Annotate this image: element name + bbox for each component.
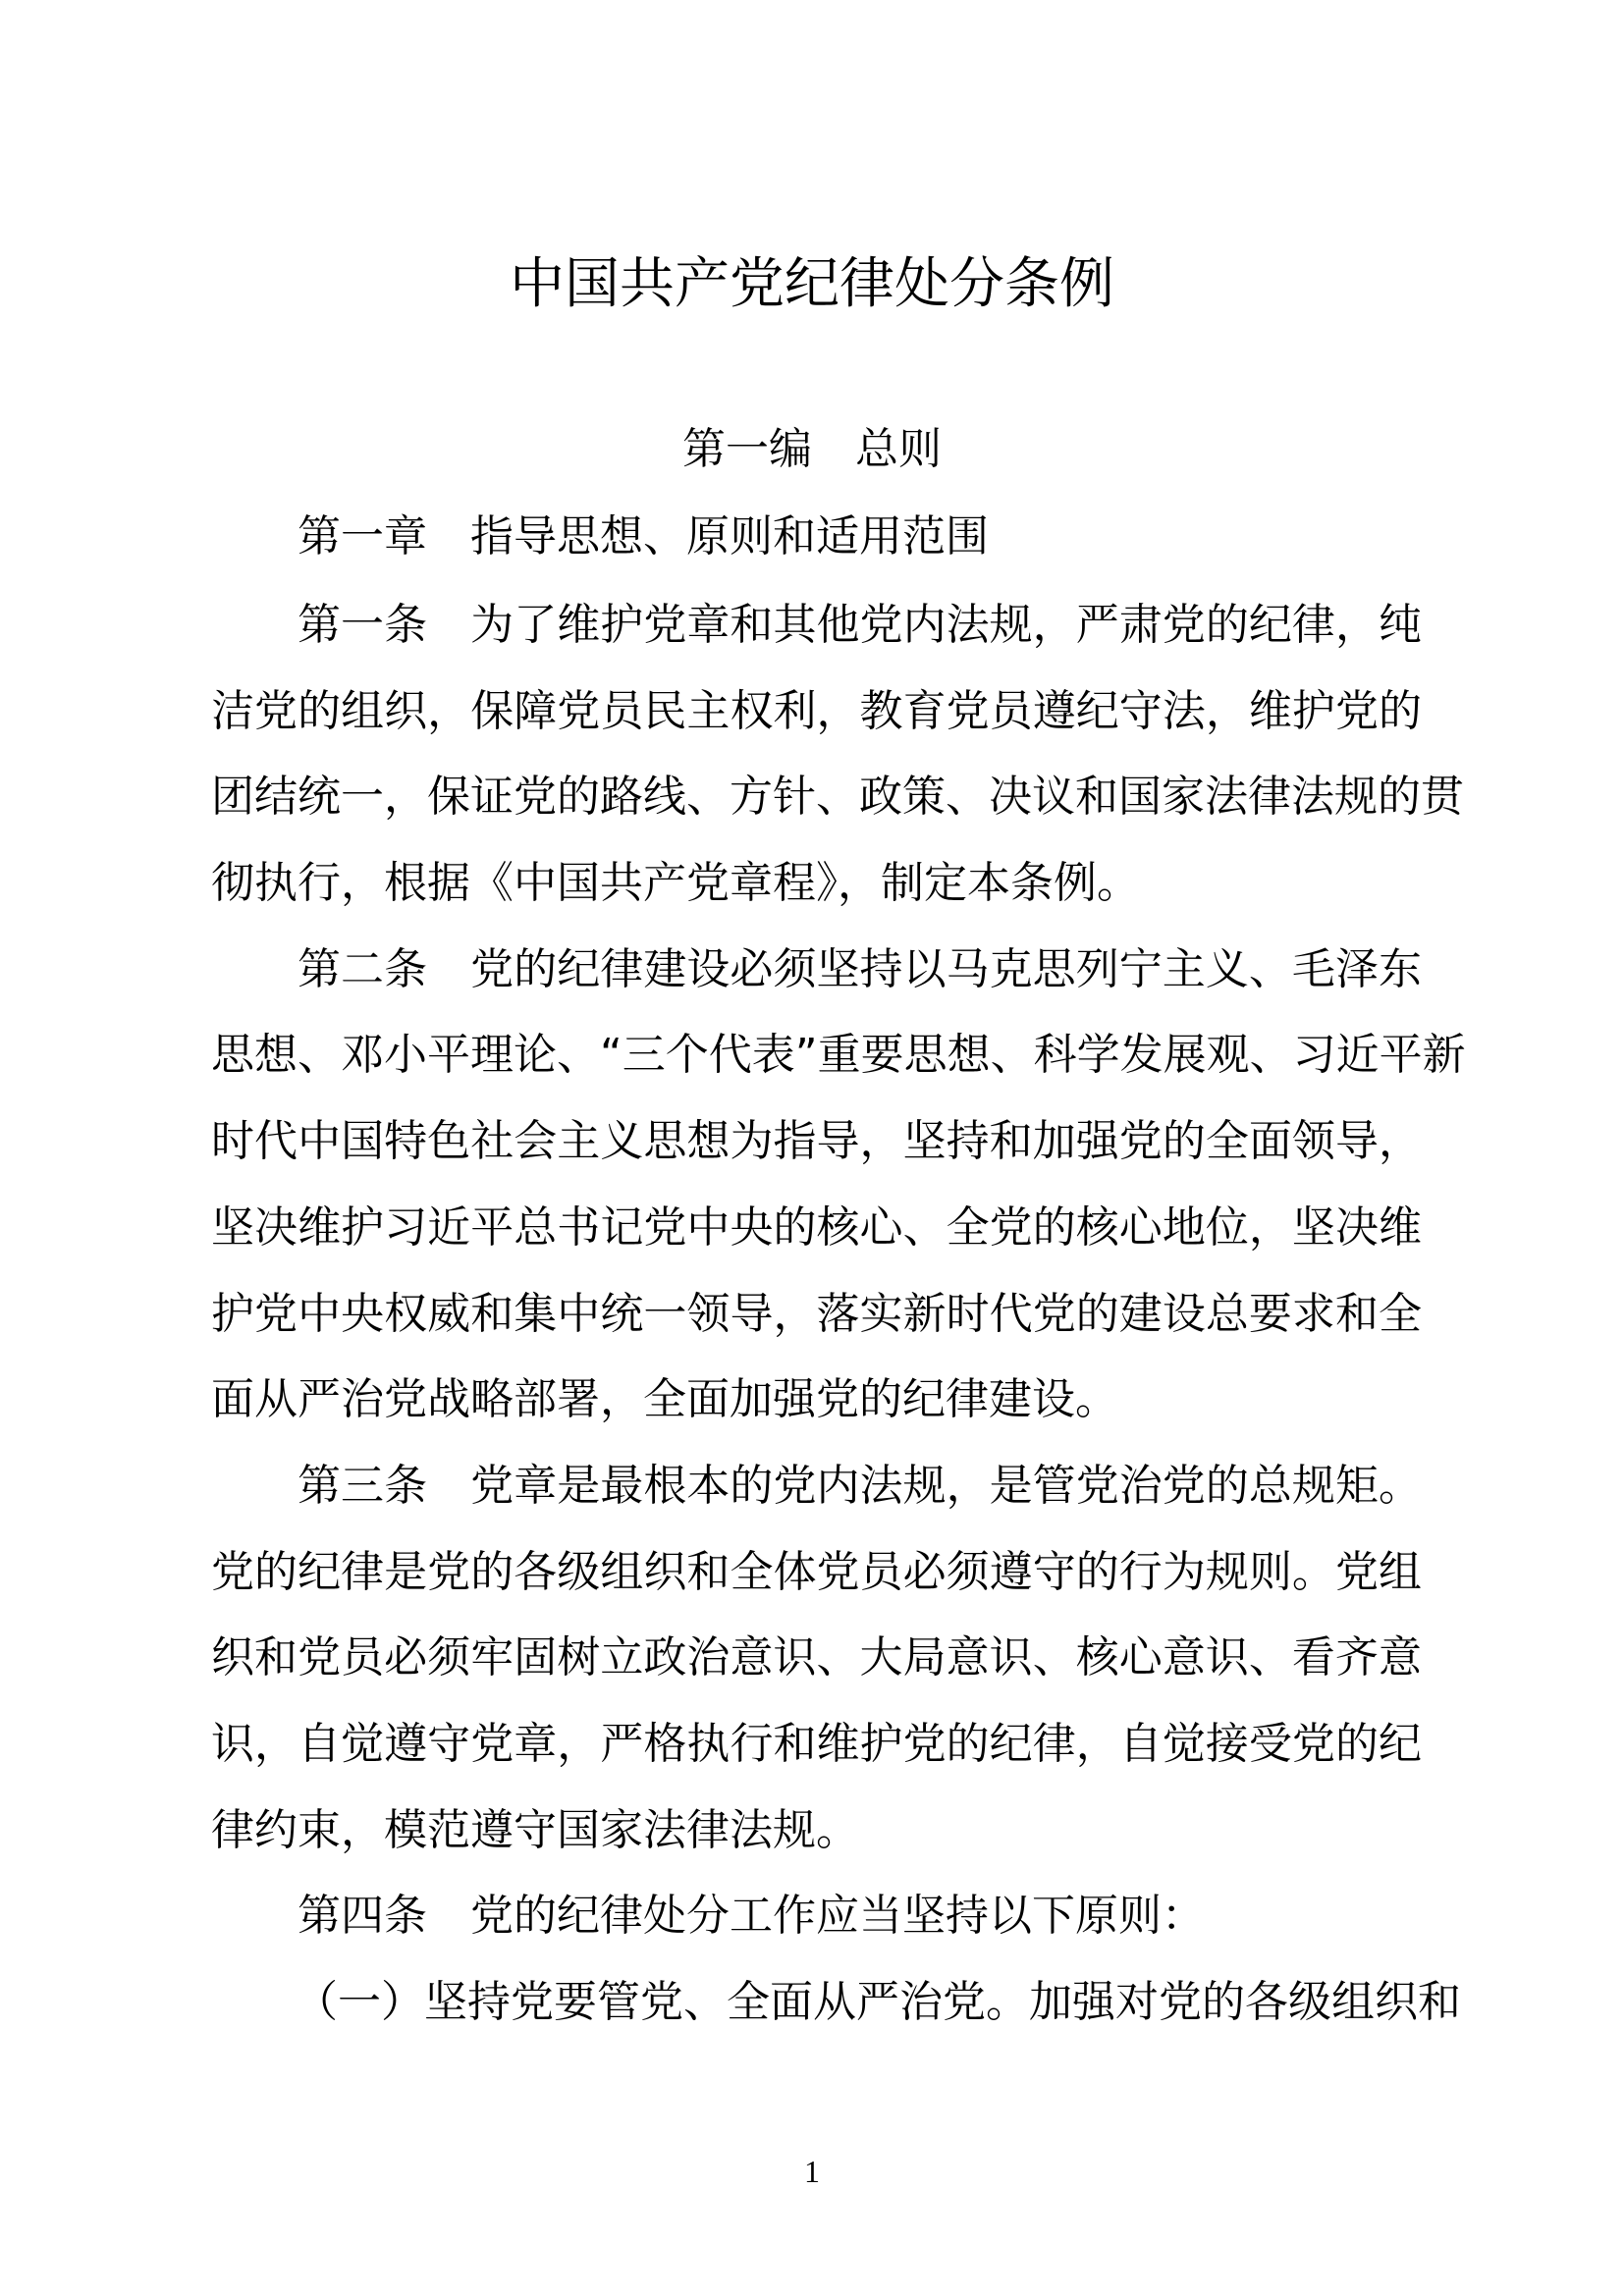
part-label: 第一编 xyxy=(682,424,812,474)
article-text: 党章是最根本的党内法规，是管党治党的总规矩。 xyxy=(470,1461,1423,1511)
document-title: 中国共产党纪律处分条例 xyxy=(510,252,1114,316)
chapter-label: 第一章 xyxy=(298,511,427,561)
chapter-heading xyxy=(298,507,1422,566)
article-1-line xyxy=(298,596,1422,655)
article-3-line: 织和党员必须牢固树立政治意识、大局意识、核心意识、看齐意 xyxy=(211,1632,1422,1682)
article-1-line: 洁党的组织，保障党员民主权利，教育党员遵纪守法，维护党的 xyxy=(211,686,1422,736)
article-2-line xyxy=(298,940,1422,999)
article-2-line: 面从严治党战略部署，全面加强党的纪律建设。 xyxy=(211,1374,1118,1424)
item-1-line: （一）坚持党要管党、全面从严治党。加强对党的各级组织和 xyxy=(295,1977,1461,2027)
article-label: 第三条 xyxy=(298,1461,428,1511)
article-3-line xyxy=(298,1457,1422,1516)
part-heading xyxy=(0,420,1624,479)
article-2-line: 思想、邓小平理论、“三个代表”重要思想、科学发展观、习近平新 xyxy=(211,1030,1466,1080)
part-name: 总则 xyxy=(855,424,942,474)
page-number: 1 xyxy=(804,2154,820,2189)
article-4-line xyxy=(298,1887,1422,1946)
article-text: 党的纪律建设必须坚持以马克思列宁主义、毛泽东 xyxy=(470,944,1423,994)
article-text: 为了维护党章和其他党内法规，严肃党的纪律，纯 xyxy=(470,600,1423,650)
article-label: 第二条 xyxy=(298,944,428,994)
article-2-line: 坚决维护习近平总书记党中央的核心、全党的核心地位，坚决维 xyxy=(211,1202,1422,1253)
article-3-line: 党的纪律是党的各级组织和全体党员必须遵守的行为规则。党组 xyxy=(211,1547,1422,1597)
article-label: 第一条 xyxy=(298,600,428,650)
article-3-line: 识，自觉遵守党章，严格执行和维护党的纪律，自觉接受党的纪 xyxy=(211,1719,1422,1769)
article-label: 第四条 xyxy=(298,1891,427,1941)
article-1-line: 彻执行，根据《中国共产党章程》，制定本条例。 xyxy=(211,858,1140,908)
chapter-name: 指导思想、原则和适用范围 xyxy=(470,511,989,561)
article-2-line: 时代中国特色社会主义思想为指导，坚持和加强党的全面领导， xyxy=(211,1116,1422,1166)
article-text: 党的纪律处分工作应当坚持以下原则： xyxy=(470,1891,1205,1941)
article-2-line: 护党中央权威和集中统一领导，落实新时代党的建设总要求和全 xyxy=(211,1289,1422,1339)
article-3-line: 律约束，模范遵守国家法律法规。 xyxy=(211,1805,859,1855)
article-1-line: 团结统一，保证党的路线、方针、政策、决议和国家法律法规的贯 xyxy=(211,772,1464,822)
